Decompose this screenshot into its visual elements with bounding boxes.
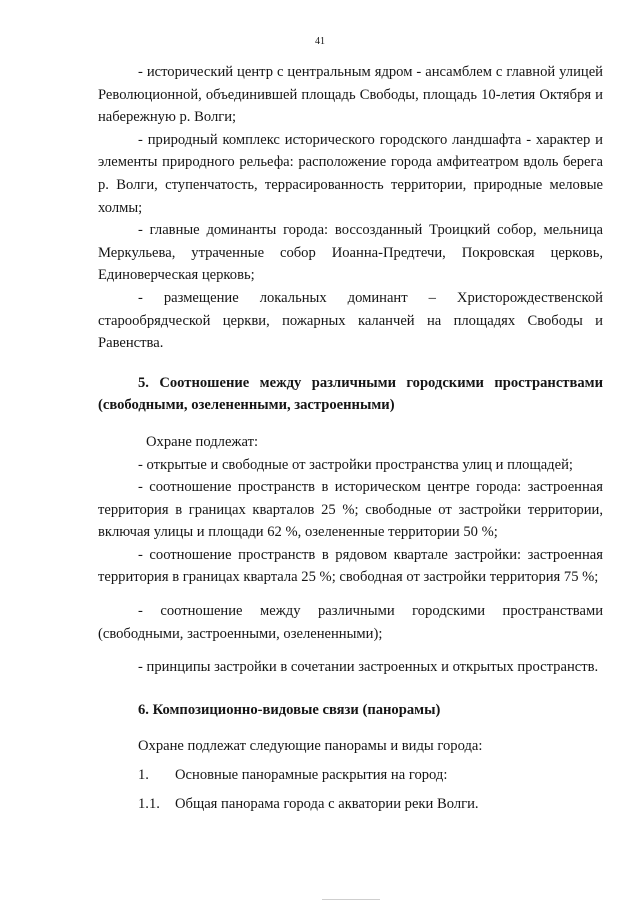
paragraph: Охране подлежат: [146, 433, 259, 450]
paragraph: - исторический центр с центральным ядром - ансамблем с главной улицей Революционной, объединившей площадь Свободы, площадь 10-летия Октября и набережную р. Волги; [98, 64, 603, 126]
paragraph: - главные доминанты города: воссозданный Троицкий собор, мельница Меркульева, утраченные собор Иоанна-Предтечи, Покровская церковь, Единоверческая церковь; [98, 222, 603, 284]
paragraph: - соотношение пространств в историческом центре города: застроенная территория в границах кварталов 25 %; свободные от застройки территории, включая улицы и площади 62 %, озелененные территории 50 %; [98, 479, 603, 541]
list-item-number: 1. [138, 767, 149, 784]
scan-mark [322, 899, 380, 900]
list-item [98, 793, 603, 816]
list-item-number: 1.1. [138, 795, 160, 812]
page-number: 41 [315, 36, 325, 47]
list-item-text: Основные панорамные раскрытия на город: [175, 767, 448, 784]
paragraph: - размещение локальных доминант – Христорождественской старообрядческой церкви, пожарных каланчей на площадях Свободы и Равенства. [98, 289, 603, 352]
section-heading: 5. Соотношение между различными городскими пространствами (свободными, озелененными, застроенными) [98, 374, 603, 414]
paragraph: - открытые и свободные от застройки пространства улиц и площадей; [138, 456, 573, 473]
paragraph: - соотношение пространств в рядовом квартале застройки: застроенная территория в границах квартала 25 %; свободная от застройки территория 75 %; [98, 546, 603, 586]
list-item [98, 764, 603, 787]
paragraph: - принципы застройки в сочетании застроенных и открытых пространств. [138, 659, 599, 676]
paragraph: - природный комплекс исторического городского ландшафта - характер и элементы природного рельефа: расположение города амфитеатром вдоль берега р. Волги, ступенчатость, террасированность территории, природные меловые холмы; [98, 131, 603, 216]
paragraph: Охране подлежат следующие панорамы и виды города: [138, 738, 483, 755]
section-heading: 6. Композиционно-видовые связи (панорамы) [138, 701, 441, 718]
list-item-text: Общая панорама города с акватории реки Волги. [175, 795, 479, 812]
page-content [98, 61, 603, 815]
paragraph: - соотношение между различными городскими пространствами (свободными, застроенными, озелененными); [98, 603, 603, 642]
